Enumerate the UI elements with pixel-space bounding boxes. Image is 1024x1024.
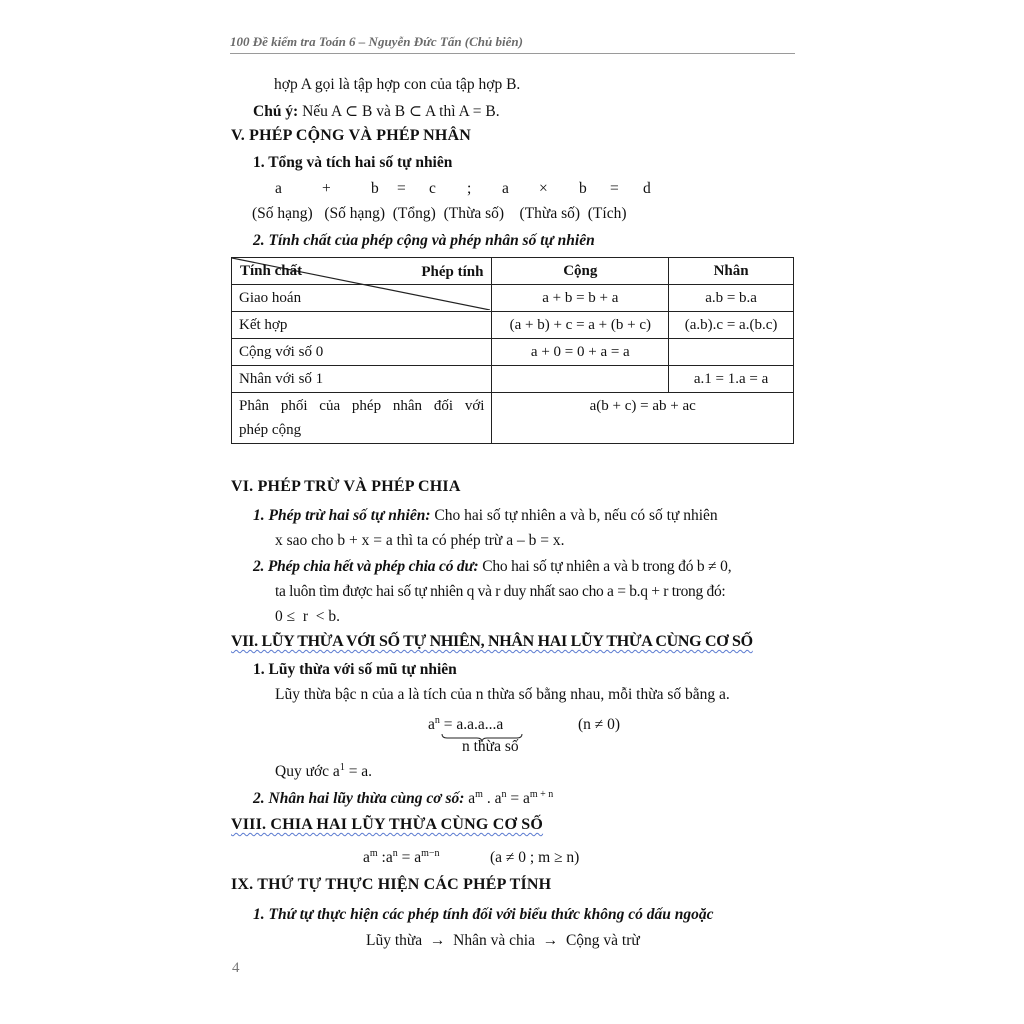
power-definition: Lũy thừa bậc n của a là tích của n thừa số bằng nhau, mỗi thừa số bằng a. <box>275 686 730 703</box>
mp-a: a <box>464 790 476 807</box>
table-row <box>232 339 794 366</box>
division-text: Cho hai số tự nhiên a và b trong đó b ≠ 0, <box>478 558 732 575</box>
section-vii-sub1: 1. Lũy thừa với số mũ tự nhiên <box>253 661 457 678</box>
formula-condition: (n ≠ 0) <box>578 716 621 733</box>
add-cell: (a + b) + c = a + (b + c) <box>492 312 669 339</box>
division-line3: 0 ≤ r < b. <box>275 608 341 625</box>
formula-token: c <box>429 180 436 197</box>
dp-exp-mn: m−n <box>421 847 440 859</box>
operation-header: Phép tính <box>421 264 484 280</box>
property-cell: Kết hợp <box>232 312 492 339</box>
term-names: (Số hạng) (Số hạng) (Tổng) (Thừa số) (Thừa số) (Tích) <box>252 205 627 222</box>
subtraction-label: 1. Phép trừ hai số tự nhiên: <box>253 507 431 524</box>
mp-eq: = a <box>506 790 530 807</box>
table-row <box>232 366 794 393</box>
section-ix-title: IX. THỨ TỰ THỰC HIỆN CÁC PHÉP TÍNH <box>231 876 552 893</box>
mp-exp-mn: m + n <box>529 788 554 800</box>
table-row <box>232 393 794 444</box>
mp-dot: . a <box>482 790 502 807</box>
column-header-multiply: Nhân <box>669 258 794 285</box>
property-cell: Cộng với số 0 <box>232 339 492 366</box>
table-row <box>232 312 794 339</box>
multiply-powers-line <box>253 790 553 808</box>
factor-count-label: n thừa số <box>462 738 519 755</box>
section-vi-title: VI. PHÉP TRỪ VÀ PHÉP CHIA <box>231 478 461 495</box>
dp-eq: = a <box>397 849 422 866</box>
mp-exp-n: n <box>501 788 507 800</box>
section-viii-title <box>231 816 543 834</box>
add-cell: a + b = b + a <box>492 285 669 312</box>
running-header: 100 Đề kiểm tra Toán 6 – Nguyễn Đức Tấn (Chủ biên) <box>230 34 795 54</box>
formula-token: b <box>371 180 379 197</box>
power-formula <box>428 716 503 734</box>
operation-order: Lũy thừa → Nhân và chia → Cộng và trừ <box>366 932 640 949</box>
property-cell: Nhân với số 1 <box>232 366 492 393</box>
dp-colon: :a <box>377 849 393 866</box>
subtraction-line <box>253 507 718 525</box>
formula-token: = <box>610 180 619 197</box>
formula-exponent: n <box>434 714 440 726</box>
formula-token: a <box>502 180 509 197</box>
distributive-cell: a(b + c) = ab + ac <box>492 393 794 444</box>
multiply-cell: (a.b).c = a.(b.c) <box>669 312 794 339</box>
add-cell: a + 0 = 0 + a = a <box>492 339 669 366</box>
note-line <box>253 102 500 121</box>
section-vii-title-text: VII. LŨY THỪA VỚI SỐ TỰ NHIÊN, NHÂN HAI LŨY THỪA CÙNG CƠ SỐ <box>231 633 753 650</box>
convention-text: Quy ước a <box>275 763 340 780</box>
formula-token: d <box>643 180 651 197</box>
properties-table <box>231 257 794 444</box>
divide-powers-condition: (a ≠ 0 ; m ≥ n) <box>490 849 580 866</box>
property-header: Tính chất <box>240 263 303 279</box>
subtraction-line2: x sao cho b + x = a thì ta có phép trừ a – b = x. <box>275 532 565 549</box>
dp-exp-n: n <box>392 847 398 859</box>
multiply-powers-label: 2. Nhân hai lũy thừa cùng cơ số: <box>253 790 465 807</box>
note-text: Nếu A ⊂ B và B ⊂ A thì A = B. <box>298 103 500 120</box>
dp-a: a <box>363 849 370 866</box>
convention-exponent: 1 <box>339 761 345 773</box>
divide-powers-formula <box>363 849 440 867</box>
multiply-cell: a.1 = 1.a = a <box>669 366 794 393</box>
column-header-add: Cộng <box>492 258 669 285</box>
subtraction-text: Cho hai số tự nhiên a và b, nếu có số tự nhiên <box>430 507 718 524</box>
convention-line <box>275 763 372 781</box>
dp-exp-m: m <box>369 847 378 859</box>
formula-token: = <box>397 180 406 197</box>
formula-product: a.a.a...a <box>456 716 504 733</box>
property-cell <box>232 393 492 444</box>
note-label: Chú ý: <box>253 103 299 120</box>
intro-line: hợp A gọi là tập hợp con của tập hợp B. <box>274 76 521 93</box>
section-v-title: V. PHÉP CỘNG VÀ PHÉP NHÂN <box>231 127 471 144</box>
page-number: 4 <box>232 960 240 976</box>
section-v-sub2: 2. Tính chất của phép cộng và phép nhân số tự nhiên <box>253 232 595 249</box>
section-v-sub1: 1. Tổng và tích hai số tự nhiên <box>253 154 453 171</box>
division-label: 2. Phép chia hết và phép chia có dư: <box>253 558 479 575</box>
section-viii-title-text: VIII. CHIA HAI LŨY THỪA CÙNG CƠ SỐ <box>231 816 544 833</box>
division-line <box>253 558 731 576</box>
mp-exp-m: m <box>475 788 483 800</box>
multiply-cell: a.b = b.a <box>669 285 794 312</box>
distributive-label-line2: phép cộng <box>239 422 302 438</box>
add-cell <box>492 366 669 393</box>
distributive-label-line1: Phân phối của phép nhân đối với <box>239 398 485 414</box>
formula-token: ; <box>467 180 472 197</box>
section-vii-title <box>231 633 753 651</box>
table-header-row <box>232 258 794 285</box>
formula-base: a <box>428 716 435 733</box>
formula-token: b <box>579 180 587 197</box>
formula-equals: = <box>439 716 457 733</box>
section-ix-sub1: 1. Thứ tự thực hiện các phép tính đối với biểu thức không có dấu ngoặc <box>253 906 714 923</box>
convention-end: = a. <box>344 763 373 780</box>
formula-token: + <box>322 180 331 197</box>
multiply-cell <box>669 339 794 366</box>
diagonal-header-cell <box>232 258 492 285</box>
formula-token: × <box>539 180 548 197</box>
formula-token: a <box>275 180 282 197</box>
division-line2: ta luôn tìm được hai số tự nhiên q và r duy nhất sao cho a = b.q + r trong đó: <box>275 583 726 600</box>
property-cell: Giao hoán <box>232 285 492 312</box>
